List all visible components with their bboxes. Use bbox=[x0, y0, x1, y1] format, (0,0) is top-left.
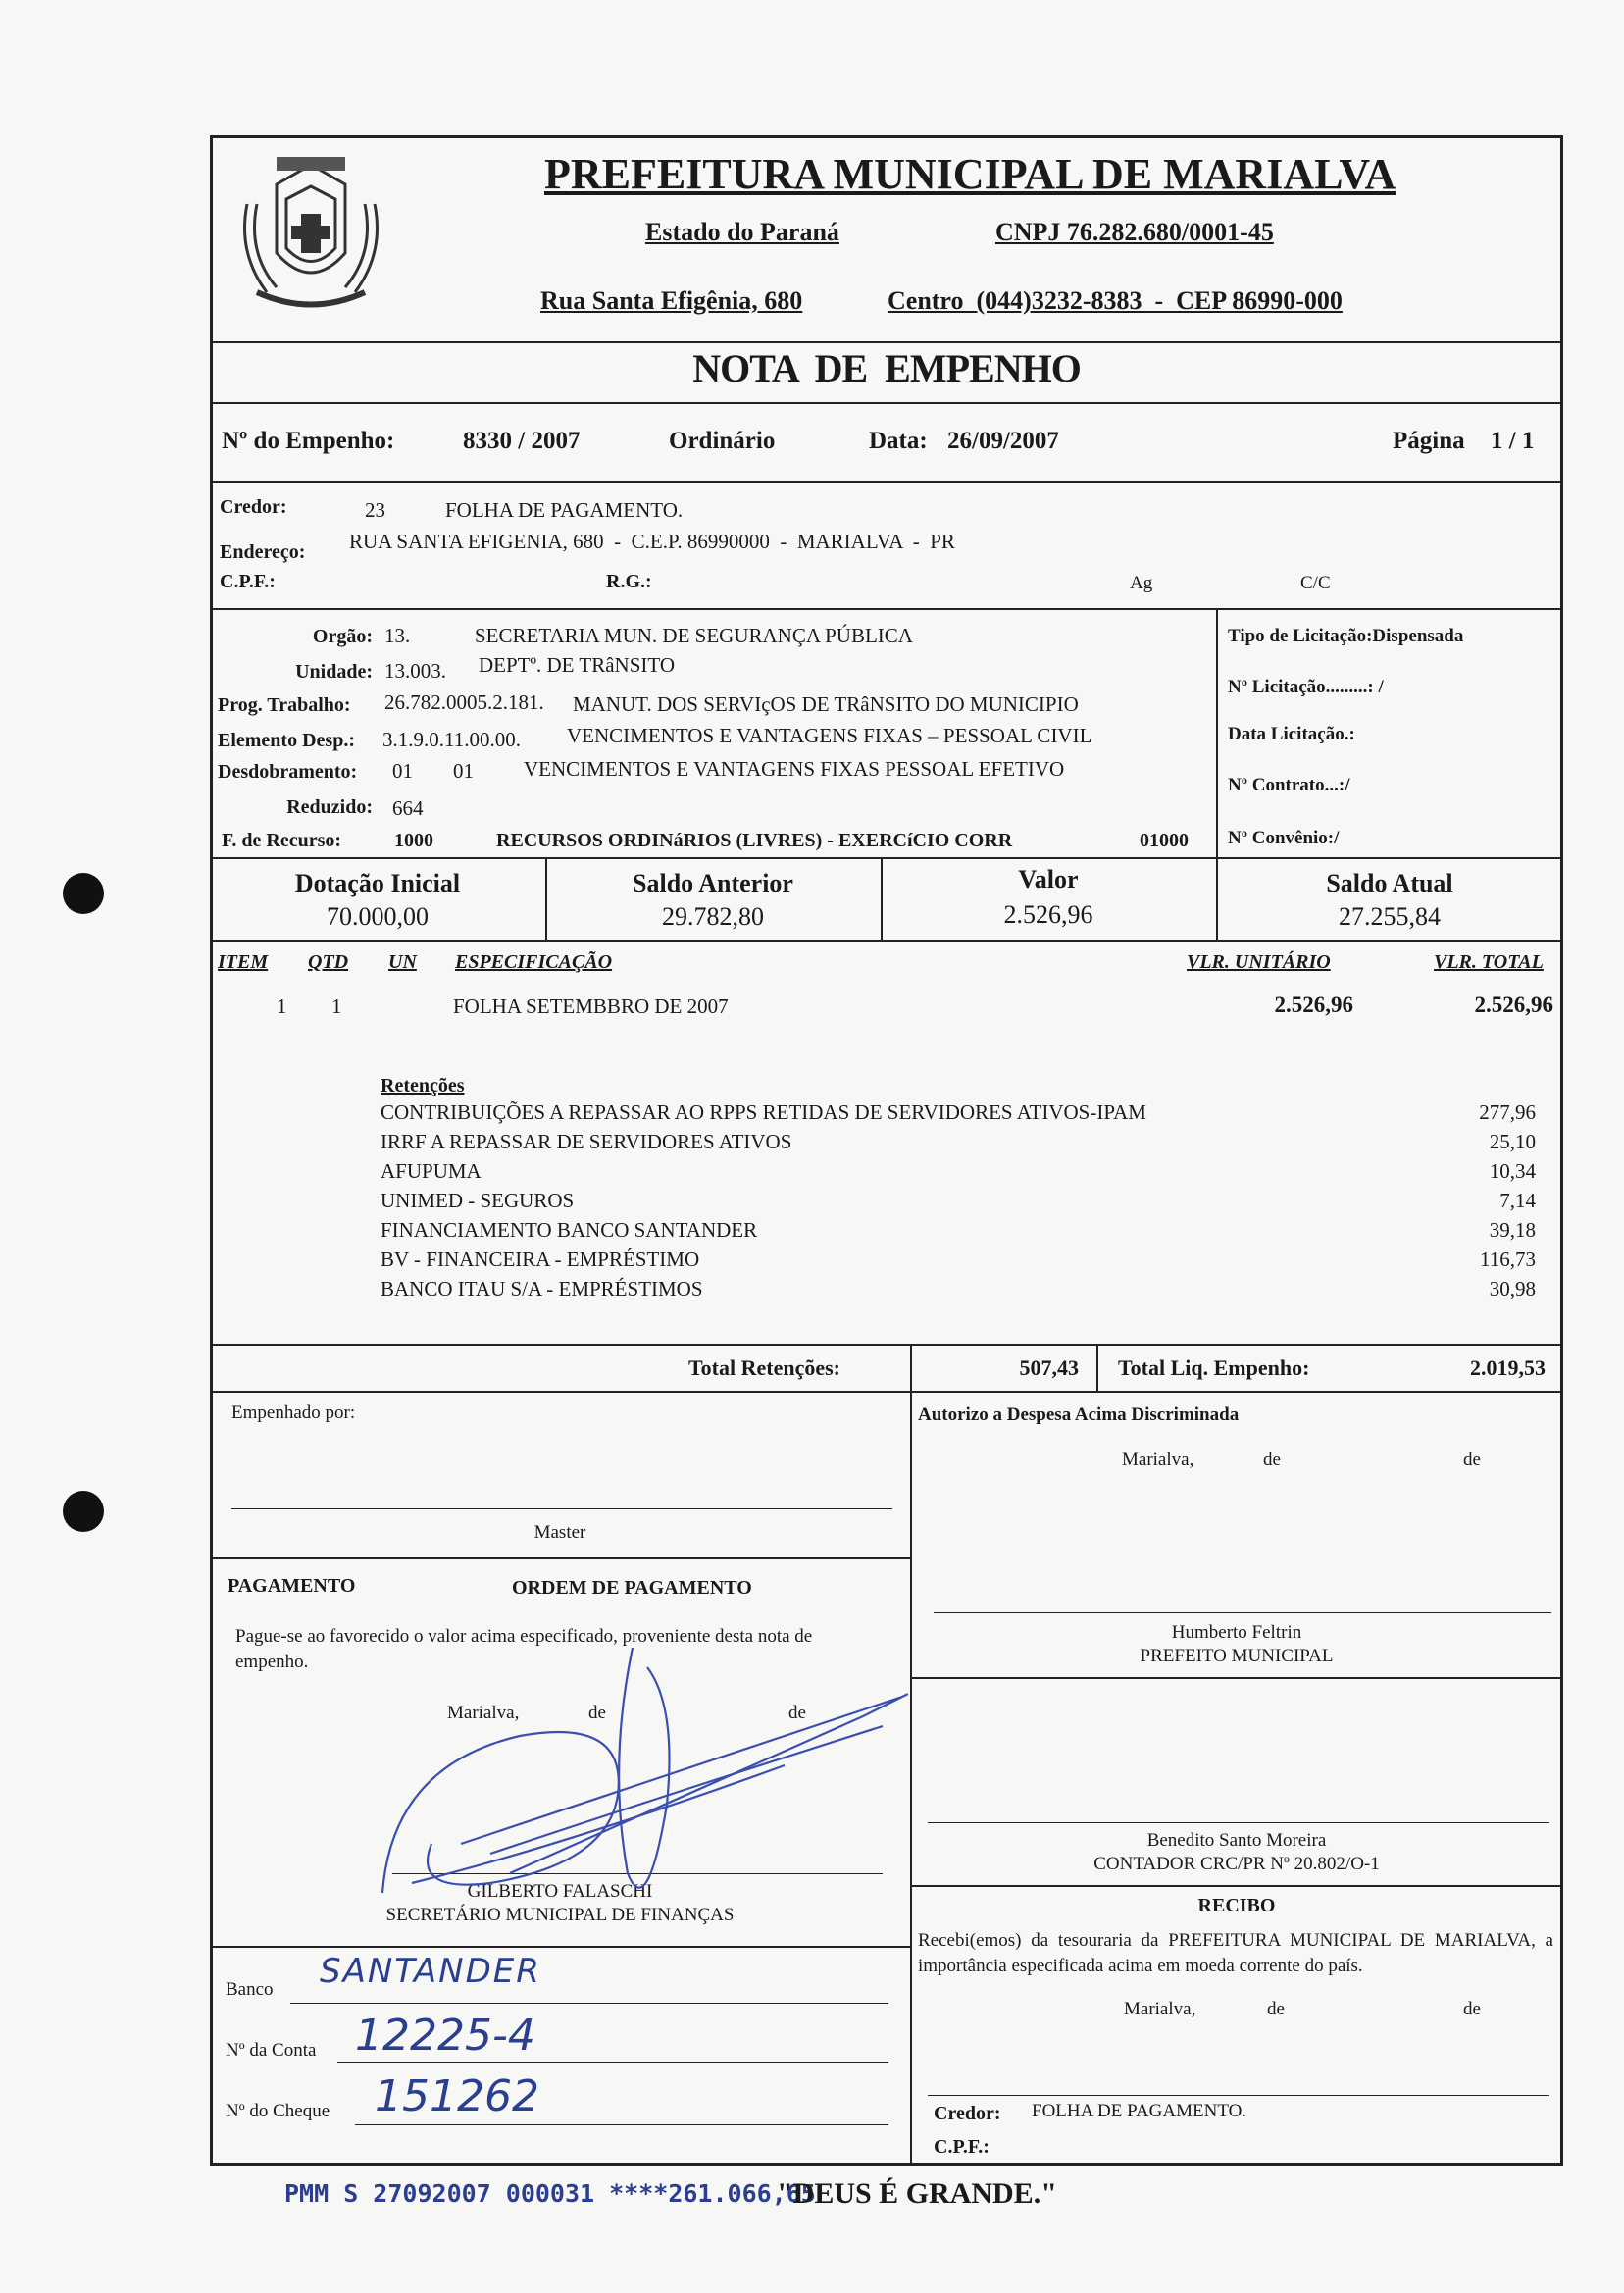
total-retencoes-value: 507,43 bbox=[1019, 1355, 1079, 1380]
recurso-code: 1000 bbox=[394, 830, 433, 851]
licitacao-data: Data Licitação.: bbox=[1228, 724, 1355, 744]
credor-label: Credor: bbox=[220, 496, 287, 518]
orgao-code: 13. bbox=[384, 624, 411, 647]
ordem-pagamento-title: ORDEM DE PAGAMENTO bbox=[512, 1577, 752, 1599]
contador-name: Benedito Santo Moreira bbox=[1146, 1830, 1327, 1851]
payment-stamp: PMM S 27092007 000031 ****261.066,65 bbox=[284, 2179, 816, 2208]
coat-of-arms-icon bbox=[218, 145, 404, 331]
prog-code: 26.782.0005.2.181. bbox=[384, 690, 544, 714]
reduzido-label: Reduzido: bbox=[286, 796, 373, 818]
licitacao-tipo: Tipo de Licitação:Dispensada bbox=[1228, 626, 1464, 646]
cheque-label: Nº do Cheque bbox=[226, 2101, 330, 2121]
col-unit-value: VLR. UNITÁRIO bbox=[1187, 951, 1331, 973]
recurso-code2: 01000 bbox=[1140, 830, 1189, 851]
retencao-value: 116,73 bbox=[1480, 1248, 1536, 1271]
retencao-desc: BANCO ITAU S/A - EMPRÉSTIMOS bbox=[381, 1277, 703, 1300]
pague-de2: de bbox=[788, 1703, 806, 1723]
recibo-credor-label: Credor: bbox=[934, 2103, 1001, 2124]
credor-code: 23 bbox=[365, 498, 385, 522]
state-name: Estado do Paraná bbox=[645, 218, 839, 246]
col-total-value: VLR. TOTAL bbox=[1434, 951, 1544, 973]
empenhado-label: Empenhado por: bbox=[231, 1402, 356, 1423]
autorizo-de2: de bbox=[1463, 1450, 1481, 1470]
punch-hole-top bbox=[63, 873, 104, 914]
recurso-name: RECURSOS ORDINáRIOS (LIVRES) - EXERCíCIO CORR bbox=[496, 830, 1013, 851]
street-address: Rua Santa Efigênia, 680 bbox=[540, 286, 803, 315]
dotacao-value: 70.000,00 bbox=[327, 902, 429, 931]
autorizo-de1: de bbox=[1263, 1450, 1281, 1470]
retencao-desc: CONTRIBUIÇÕES A REPASSAR AO RPPS RETIDAS DE SERVIDORES ATIVOS-IPAM bbox=[381, 1100, 1146, 1124]
prog-name: MANUT. DOS SERVIçOS DE TRâNSITO DO MUNICIPIO bbox=[573, 692, 1079, 716]
empenho-type: Ordinário bbox=[669, 428, 776, 454]
master-name: Master bbox=[533, 1522, 586, 1543]
prog-label: Prog. Trabalho: bbox=[218, 694, 351, 716]
document-title: NOTA DE EMPENHO bbox=[692, 346, 1081, 390]
elemento-label: Elemento Desp.: bbox=[218, 730, 355, 751]
retencao-desc: IRRF A REPASSAR DE SERVIDORES ATIVOS bbox=[381, 1130, 792, 1153]
agency-label: Ag bbox=[1130, 573, 1153, 593]
retencao-value: 25,10 bbox=[1489, 1130, 1536, 1153]
banco-label: Banco bbox=[226, 1979, 274, 2000]
retencao-desc: FINANCIAMENTO BANCO SANTANDER bbox=[381, 1218, 758, 1242]
retencao-value: 30,98 bbox=[1489, 1277, 1536, 1300]
unidade-code: 13.003. bbox=[384, 659, 446, 683]
col-un: UN bbox=[388, 951, 417, 973]
total-retencoes-label: Total Retenções: bbox=[688, 1355, 840, 1380]
recibo-cpf-label: C.P.F.: bbox=[934, 2136, 990, 2158]
conta-value: 12225-4 bbox=[355, 2011, 535, 2061]
banco-value: SANTANDER bbox=[320, 1952, 541, 1991]
col-spec: ESPECIFICAÇÃO bbox=[455, 951, 613, 973]
prefeito-name: Humberto Feltrin bbox=[1171, 1622, 1302, 1643]
credor-address: RUA SANTA EFIGENIA, 680 - C.E.P. 86990000 - MARIALVA - PR bbox=[349, 530, 955, 553]
retencao-value: 7,14 bbox=[1499, 1189, 1536, 1212]
contrato-number: Nº Contrato...:/ bbox=[1228, 775, 1350, 795]
retencao-value: 277,96 bbox=[1479, 1100, 1536, 1124]
date-label: Data: bbox=[869, 428, 928, 454]
desdobramento-code2: 01 bbox=[453, 759, 474, 783]
empenho-label: Nº do Empenho: bbox=[222, 428, 395, 454]
credor-name: FOLHA DE PAGAMENTO. bbox=[445, 498, 684, 522]
recibo-de1: de bbox=[1267, 1999, 1285, 2019]
page-number: 1 / 1 bbox=[1491, 428, 1535, 454]
prefeito-title: PREFEITO MUNICIPAL bbox=[1140, 1646, 1334, 1666]
cheque-value: 151262 bbox=[375, 2071, 539, 2121]
unidade-name: DEPTº. DE TRâNSITO bbox=[479, 653, 675, 677]
orgao-name: SECRETARIA MUN. DE SEGURANÇA PÚBLICA bbox=[475, 624, 913, 647]
retencao-desc: BV - FINANCEIRA - EMPRÉSTIMO bbox=[381, 1248, 700, 1271]
row-item: 1 bbox=[277, 994, 287, 1018]
row-total-value: 2.526,96 bbox=[1474, 993, 1553, 1017]
dotacao-label: Dotação Inicial bbox=[294, 869, 461, 897]
motto: "DEUS É GRANDE." bbox=[777, 2177, 1057, 2210]
retencoes-title: Retenções bbox=[381, 1075, 465, 1096]
recibo-text: Recebi(emos) da tesouraria da PREFEITURA MUNICIPAL DE MARIALVA, a importância especificada acima em moeda corrente do país. bbox=[918, 1930, 1553, 1976]
retencao-value: 10,34 bbox=[1489, 1159, 1536, 1183]
secretario-signature bbox=[373, 1648, 922, 1922]
licitacao-numero: Nº Licitação.........: / bbox=[1228, 677, 1384, 697]
col-item: ITEM bbox=[218, 951, 269, 973]
cpf-label: C.P.F.: bbox=[220, 571, 276, 592]
retencao-desc: AFUPUMA bbox=[381, 1159, 482, 1183]
recibo-de2: de bbox=[1463, 1999, 1481, 2019]
valor-value: 2.526,96 bbox=[1003, 900, 1093, 929]
saldo-anterior-value: 29.782,80 bbox=[662, 902, 764, 931]
desdobramento-name: VENCIMENTOS E VANTAGENS FIXAS PESSOAL EFETIVO bbox=[524, 757, 1065, 781]
desdobramento-code1: 01 bbox=[392, 759, 413, 783]
total-liquido-value: 2.019,53 bbox=[1470, 1355, 1546, 1380]
row-qtd: 1 bbox=[331, 994, 342, 1018]
valor-label: Valor bbox=[1018, 865, 1079, 893]
saldo-atual-label: Saldo Atual bbox=[1326, 869, 1453, 897]
elemento-code: 3.1.9.0.11.00.00. bbox=[382, 728, 521, 751]
municipality-title: PREFEITURA MUNICIPAL DE MARIALVA bbox=[544, 150, 1396, 198]
account-label: C/C bbox=[1300, 573, 1331, 593]
cnpj: CNPJ 76.282.680/0001-45 bbox=[995, 218, 1274, 246]
page-label: Página bbox=[1393, 428, 1465, 454]
saldo-atual-value: 27.255,84 bbox=[1339, 902, 1441, 931]
row-unit-value: 2.526,96 bbox=[1274, 993, 1353, 1017]
autorizo-text: Autorizo a Despesa Acima Discriminada bbox=[918, 1404, 1240, 1425]
empenho-number: 8330 / 2007 bbox=[463, 428, 581, 454]
autorizo-city: Marialva, bbox=[1122, 1450, 1194, 1470]
desdobramento-label: Desdobramento: bbox=[218, 761, 358, 783]
reduzido-value: 664 bbox=[392, 796, 424, 820]
contact-info: Centro (044)3232-8383 - CEP 86990-000 bbox=[888, 286, 1343, 315]
conta-label: Nº da Conta bbox=[226, 2040, 317, 2061]
secretario-title: SECRETÁRIO MUNICIPAL DE FINANÇAS bbox=[385, 1905, 735, 1925]
convenio-number: Nº Convênio:/ bbox=[1228, 828, 1340, 848]
punch-hole-bottom bbox=[63, 1491, 104, 1532]
contador-title: CONTADOR CRC/PR Nº 20.802/O-1 bbox=[1093, 1854, 1380, 1874]
retencao-value: 39,18 bbox=[1489, 1218, 1536, 1242]
pague-text: Pague-se ao favorecido o valor acima especificado, proveniente desta nota de empenho. bbox=[235, 1626, 813, 1672]
rg-label: R.G.: bbox=[606, 571, 652, 592]
unidade-label: Unidade: bbox=[295, 661, 373, 683]
pague-de1: de bbox=[588, 1703, 606, 1723]
elemento-name: VENCIMENTOS E VANTAGENS FIXAS – PESSOAL CIVIL bbox=[567, 724, 1092, 747]
total-liquido-label: Total Liq. Empenho: bbox=[1118, 1355, 1310, 1380]
recibo-title: RECIBO bbox=[1197, 1895, 1276, 1916]
saldo-anterior-label: Saldo Anterior bbox=[633, 869, 793, 897]
secretario-name: GILBERTO FALASCHI bbox=[467, 1881, 653, 1902]
pagamento-title: PAGAMENTO bbox=[228, 1575, 356, 1597]
orgao-label: Orgão: bbox=[312, 626, 373, 647]
retencao-desc: UNIMED - SEGUROS bbox=[381, 1189, 575, 1212]
col-qtd: QTD bbox=[308, 951, 349, 973]
recibo-city: Marialva, bbox=[1124, 1999, 1196, 2019]
recibo-credor-value: FOLHA DE PAGAMENTO. bbox=[1032, 2101, 1247, 2121]
pague-city: Marialva, bbox=[447, 1703, 520, 1723]
recurso-label: F. de Recurso: bbox=[222, 830, 342, 851]
empenho-date: 26/09/2007 bbox=[947, 428, 1059, 454]
row-spec: FOLHA SETEMBBRO DE 2007 bbox=[453, 994, 729, 1018]
address-label: Endereço: bbox=[220, 541, 306, 563]
